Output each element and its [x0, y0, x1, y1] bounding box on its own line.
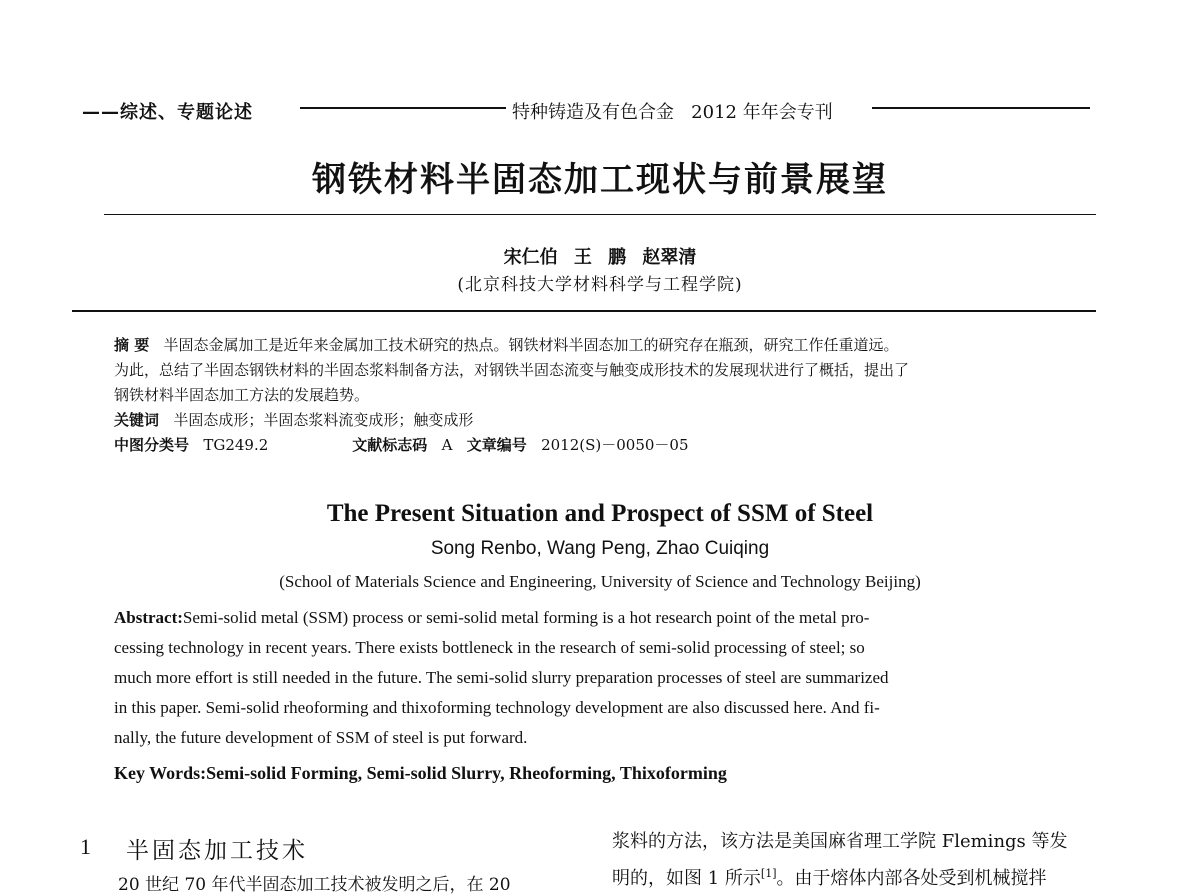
en-abstract [114, 603, 1080, 753]
en-authors: Song Renbo, Wang Peng, Zhao Cuiqing [430, 538, 770, 559]
cn-classification [114, 433, 1074, 458]
en-abstract-line-2: cessing technology in recent years. There exists bottleneck in the research of semi-solid processing of steel; so [114, 638, 865, 657]
clc-value: TG249.2 [203, 436, 269, 454]
journal-name: 特种铸造及有色合金 [512, 102, 674, 123]
left-column-body: 20 世纪 70 年代半固态加工技术被发明之后，在 20 [118, 875, 511, 895]
journal-issue: 2012 年年会专刊 [691, 102, 833, 123]
header-rule-right [872, 107, 1090, 109]
right-body-text-2b: 。由于熔体内部各处受到机械搅拌 [776, 868, 1047, 889]
doc-code-value: A [441, 436, 453, 454]
section-label: ——综述、专题论述 [82, 102, 253, 123]
en-title: The Present Situation and Prospect of SSM of Steel [326, 500, 874, 527]
section-number: 1 [80, 834, 91, 859]
doc-code-label: 文献标志码 [352, 436, 428, 454]
article-no-label: 文章编号 [466, 436, 527, 454]
section-title: 半固态加工技术 [126, 838, 308, 864]
affiliation: (北京科技大学材料科学与工程学院) [457, 275, 743, 295]
en-keywords-label: Key Words: [114, 763, 207, 783]
cn-abstract-line-2: 为此，总结了半固态钢铁材料的半固态浆料制备方法，对钢铁半固态流变与触变成形技术的发展现状进行了概括，提出了 [114, 361, 910, 379]
right-column-body [612, 826, 1068, 895]
citation-ref[interactable]: [1] [760, 867, 777, 880]
en-abstract-line-5: nally, the future development of SSM of steel is put forward. [114, 728, 528, 747]
en-keywords [114, 763, 727, 784]
en-affiliation: (School of Materials Science and Engineering, University of Science and Technology Beijing) [279, 572, 921, 591]
cn-abstract-line-3: 钢铁材料半固态加工方法的发展趋势。 [114, 386, 370, 404]
en-abstract-line-4: in this paper. Semi-solid rheoforming and thixoforming technology development are also discussed here. And fi- [114, 698, 880, 717]
cn-abstract [114, 333, 1074, 458]
journal-header [512, 98, 833, 124]
paper-title: 钢铁材料半固态加工现状与前景展望 [312, 160, 888, 200]
en-abstract-line-3: much more effort is still needed in the future. The semi-solid slurry preparation processes of steel are summarized [114, 668, 889, 687]
cn-abstract-line-1 [114, 333, 1074, 358]
header-rule-middle [300, 107, 506, 109]
cn-keywords [114, 408, 1074, 433]
en-keywords-text: Semi-solid Forming, Semi-solid Slurry, Rheoforming, Thixoforming [206, 763, 727, 783]
title-rule [104, 214, 1096, 215]
en-abstract-line-1 [114, 603, 1080, 633]
article-no-value: 2012(S)－0050－05 [541, 436, 689, 454]
en-abstract-text-1: Semi-solid metal (SSM) process or semi-solid metal forming is a hot research point of the metal pro- [182, 608, 870, 627]
right-body-line-2 [612, 858, 1068, 895]
affiliation-rule [72, 310, 1096, 312]
en-abstract-label: Abstract: [114, 608, 183, 627]
cn-keywords-text: 半固态成形；半固态浆料流变成形；触变成形 [173, 411, 474, 429]
right-body-text-2a: 明的，如图 1 所示 [612, 868, 761, 889]
clc-label: 中图分类号 [114, 436, 190, 454]
right-body-line-1: 浆料的方法，该方法是美国麻省理工学院 Flemings 等发 [612, 831, 1068, 852]
cn-keywords-label: 关键词 [114, 411, 160, 429]
cn-abstract-text-1: 半固态金属加工是近年来金属加工技术研究的热点。钢铁材料半固态加工的研究存在瓶颈，研究工作任重道远。 [163, 336, 899, 354]
cn-abstract-label: 摘 要 [114, 336, 150, 354]
authors: 宋仁伯 王 鹏 赵翠清 [503, 247, 697, 268]
